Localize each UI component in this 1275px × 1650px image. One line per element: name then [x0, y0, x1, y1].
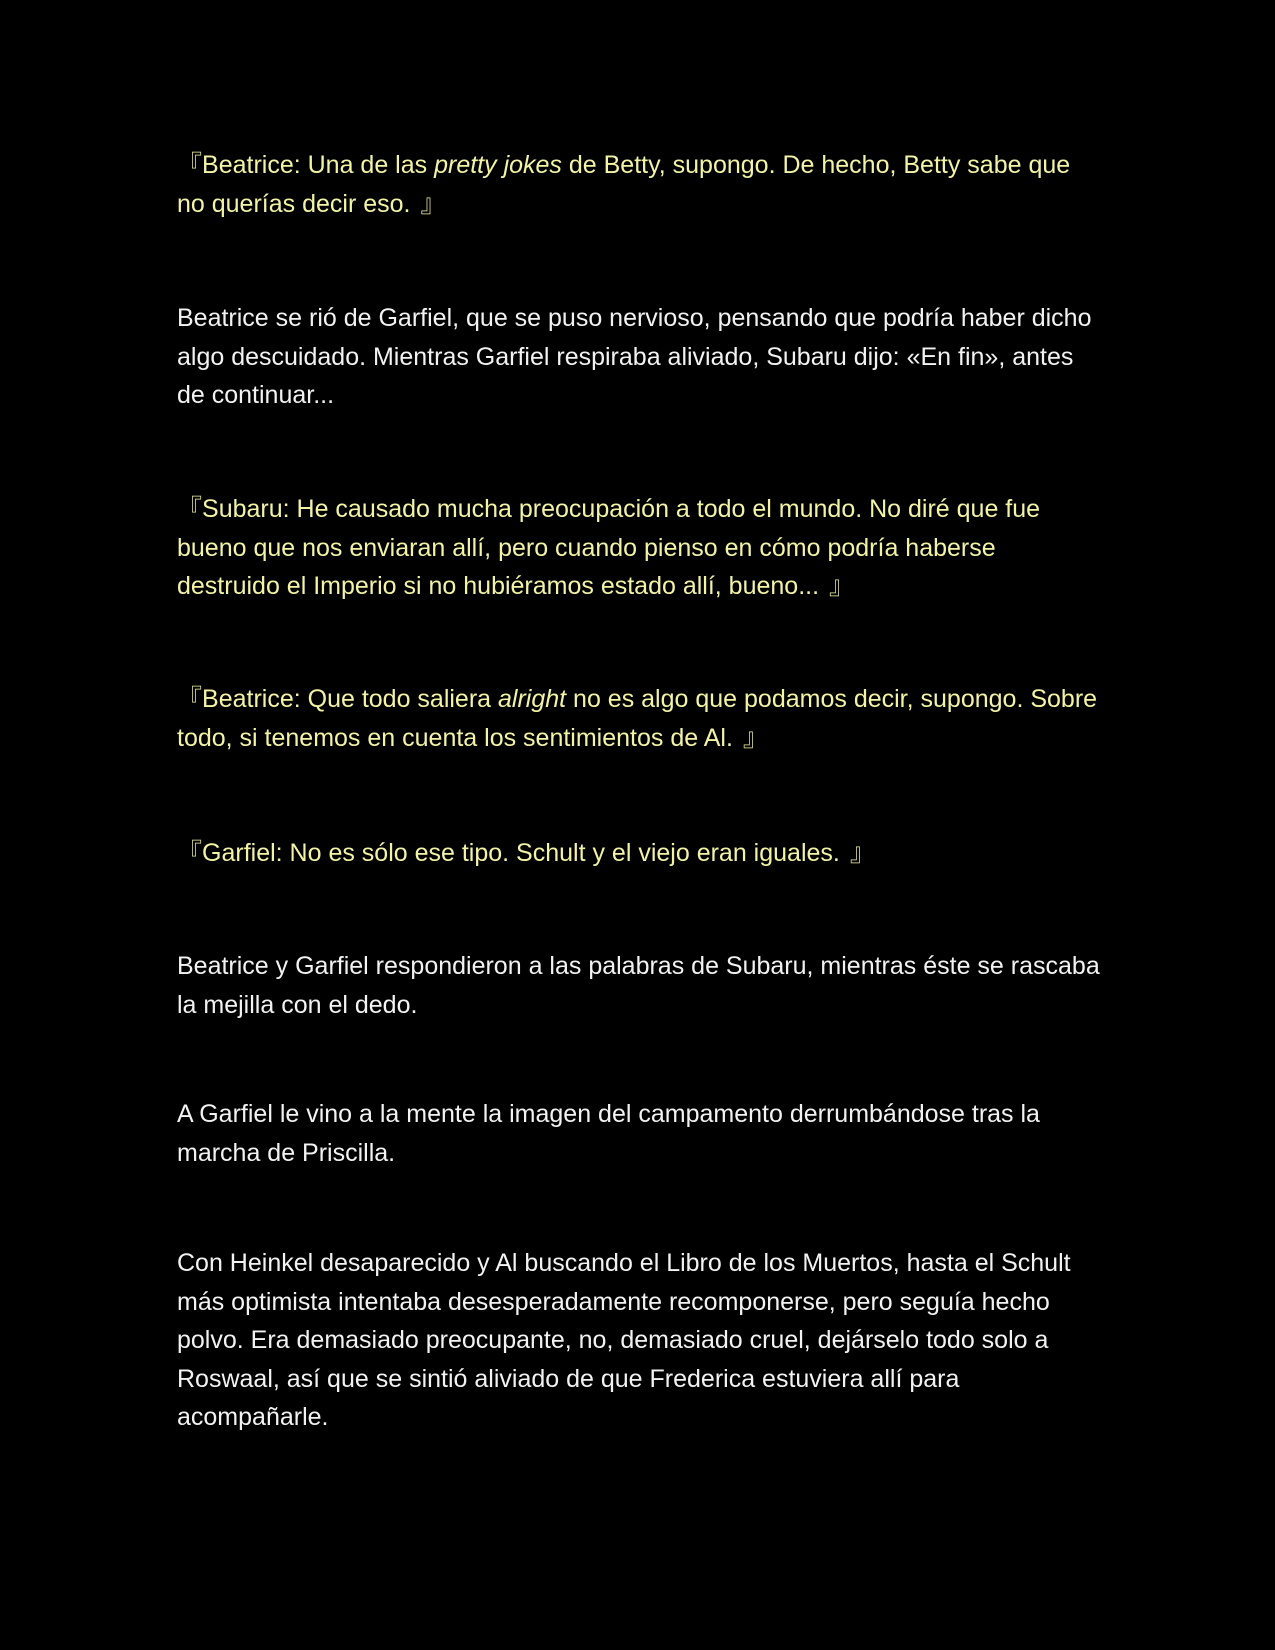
close-bracket: 』 [742, 722, 768, 752]
open-bracket: 『 [177, 684, 203, 713]
dialogue-garfiel-schult [177, 834, 1102, 873]
dialogue-text: Subaru: He causado mucha preocupación a todo el mundo. No diré que fue bueno que nos enviaran allí, pero cuando pienso en cómo podría haberse destruido el Imperio si no hubiéramos estado allí, bueno... [177, 495, 1041, 600]
narration-beatrice-laughs: Beatrice se rió de Garfiel, que se puso nervioso, pensando que podría haber dicho algo descuidado. Mientras Garfiel respiraba aliviado, Subaru dijo: «En fin», antes de continuar... [177, 304, 1092, 409]
dialogue-text: Garfiel: No es sólo ese tipo. Schult y el viejo eran iguales. [202, 839, 840, 867]
dialogue-beatrice-pretty-jokes [177, 146, 1102, 223]
open-bracket: 『 [177, 494, 203, 523]
dialogue-italic-text: alright [498, 685, 567, 713]
close-bracket: 』 [829, 571, 855, 600]
dialogue-beatrice-alright [177, 680, 1102, 757]
dialogue-italic-text: pretty jokes [434, 151, 562, 179]
dialogue-text-before: Beatrice: Que todo saliera [202, 685, 499, 713]
dialogue-text-after: no es algo que podamos decir, supongo. Sobre todo, si tenemos en cuenta los sentimientos de Al. [177, 685, 1098, 752]
close-bracket: 』 [849, 838, 875, 867]
narration-response: Beatrice y Garfiel respondieron a las palabras de Subaru, mientras éste se rascaba la mejilla con el dedo. [177, 952, 1100, 1019]
open-bracket: 『 [177, 838, 203, 867]
open-bracket: 『 [177, 150, 203, 179]
narration-heinkel-missing: Con Heinkel desaparecido y Al buscando el Libro de los Muertos, hasta el Schult más optimista intentaba desesperadamente recomponerse, pero seguía hecho polvo. Era demasiado preocupante, no, demasiado cruel, dejárselo todo solo a Roswaal, así que se sintió aliviado de que Frederica estuviera allí para acompañarle. [177, 1249, 1071, 1431]
dialogue-text-after: de Betty, supongo. De hecho, Betty sabe que no querías decir eso. [177, 151, 1071, 218]
dialogue-text-before: Beatrice: Una de las [202, 151, 435, 179]
narration-camp-collapse: A Garfiel le vino a la mente la imagen del campamento derrumbándose tras la marcha de Priscilla. [177, 1100, 1040, 1167]
close-bracket: 』 [420, 188, 446, 218]
dialogue-subaru-worry [177, 490, 1102, 606]
